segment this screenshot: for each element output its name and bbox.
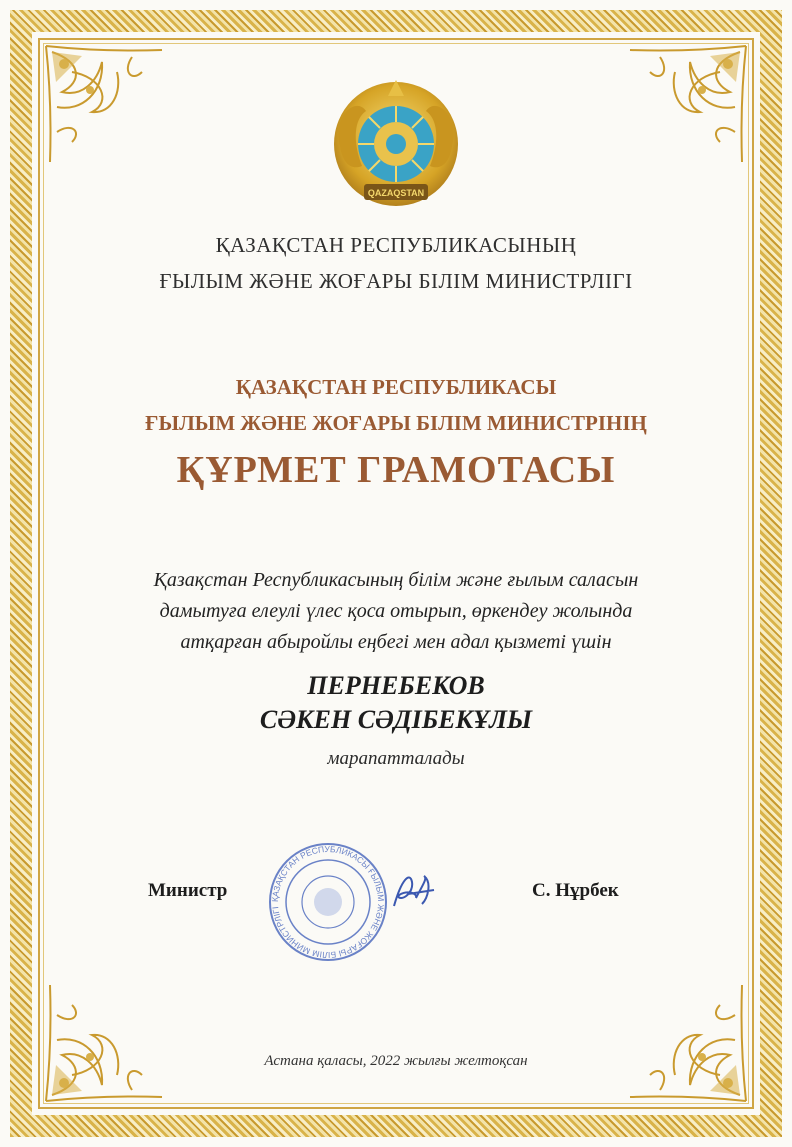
- ministry-line-2: ҒЫЛЫМ ЖӘНЕ ЖОҒАРЫ БІЛІМ МИНИСТРЛІГІ: [159, 269, 633, 293]
- corner-ornament-top-right: [620, 42, 750, 172]
- state-emblem-icon: [326, 76, 466, 216]
- signatory-name: С. Нұрбек: [532, 880, 619, 901]
- award-title: ҚҰРМЕТ ГРАМОТАСЫ: [176, 449, 616, 491]
- corner-ornament-bottom-right: [620, 975, 750, 1105]
- issue-place-date: Астана қаласы, 2022 жылғы желтоқсан: [264, 1053, 528, 1069]
- corner-ornament-bottom-left: [42, 975, 172, 1105]
- recipient-given-name: СӘКЕН СӘДІБЕКҰЛЫ: [259, 705, 533, 734]
- signatory-title: Министр: [148, 880, 228, 901]
- reason-line-1: Қазақстан Республикасының білім және ғылым саласын: [153, 569, 639, 591]
- official-seal-icon: [263, 840, 393, 965]
- emblem-text: QAZAQSTAN: [367, 188, 425, 198]
- reason-line-2: дамытуға елеулі үлес қоса отырып, өркендеу жолында: [159, 600, 633, 622]
- award-line-2: ҒЫЛЫМ ЖӘНЕ ЖОҒАРЫ БІЛІМ МИНИСТРІНІҢ: [145, 411, 647, 435]
- ministry-line-1: ҚАЗАҚСТАН РЕСПУБЛИКАСЫНЫҢ: [215, 233, 577, 257]
- seal-text: ҚАЗАҚСТАН РЕСПУБЛИКАСЫ ҒЫЛЫМ ЖӘНЕ ЖОҒАРЫ БІЛІМ МИНИСТРЛІГІ: [269, 843, 387, 961]
- corner-ornament-top-left: [42, 42, 172, 172]
- reason-line-3: атқарған абыройлы еңбегі мен адал қызметі үшін: [180, 631, 612, 653]
- recipient-surname: ПЕРНЕБЕКОВ: [307, 671, 485, 700]
- handwritten-signature: [388, 868, 438, 914]
- award-line-1: ҚАЗАҚСТАН РЕСПУБЛИКАСЫ: [235, 375, 557, 399]
- awarded-text: марапатталады: [327, 748, 465, 769]
